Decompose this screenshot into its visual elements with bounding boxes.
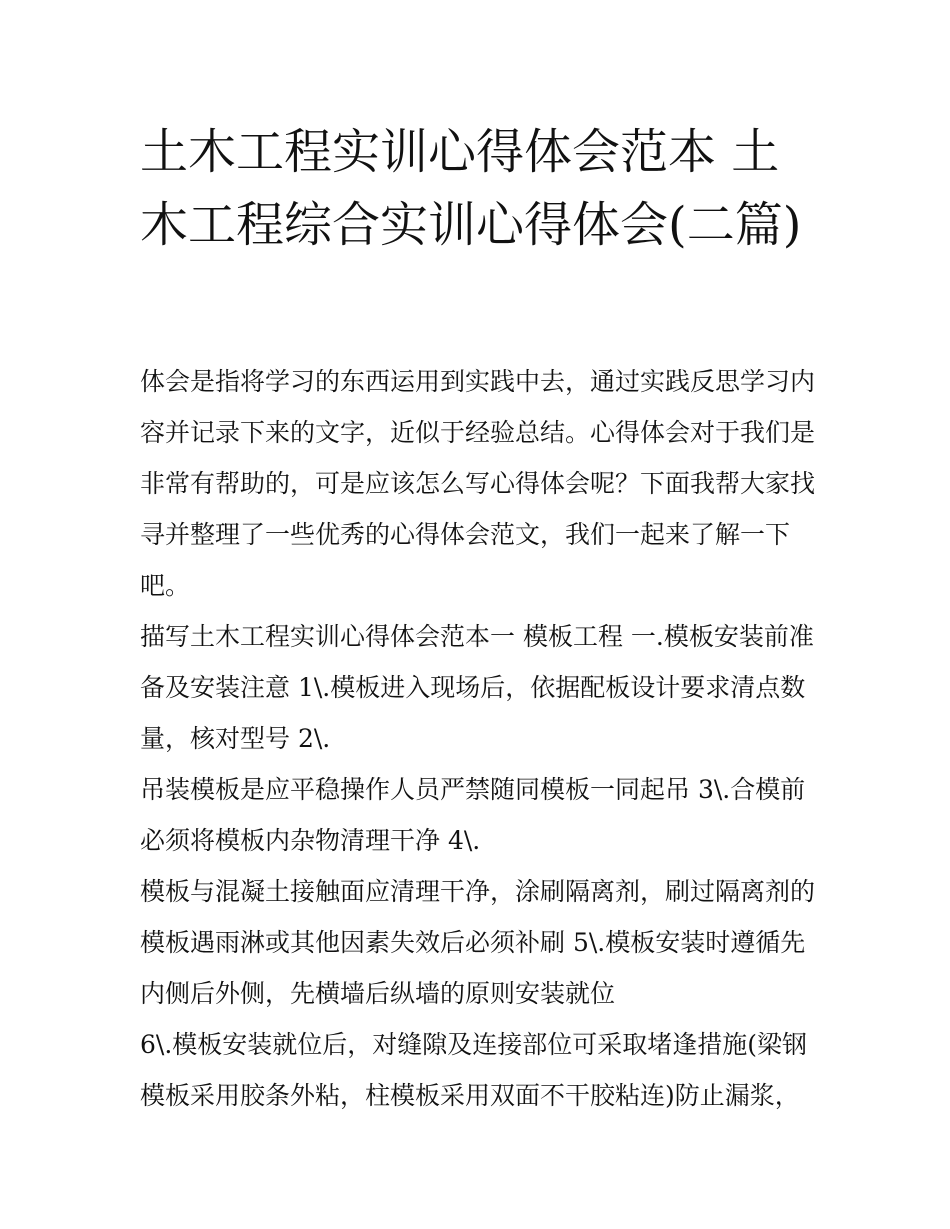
document-body	[140, 356, 820, 1121]
paragraph-intro: 体会是指将学习的东西运用到实践中去，通过实践反思学习内容并记录下来的文字，近似于经验总结。心得体会对于我们是非常有帮助的，可是应该怎么写心得体会呢？下面我帮大家找寻并整理了一些优秀的心得体会范文，我们一起来了解一下吧。	[140, 367, 816, 600]
paragraph-release-agent: 模板与混凝土接触面应清理干净，涂刷隔离剂，刷过隔离剂的模板遇雨淋或其他因素失效后必须补刷 5\.模板安装时遵循先内侧后外侧，先横墙后纵墙的原则安装就位	[140, 877, 816, 1008]
paragraph-gap-sealing: 6\.模板安装就位后，对缝隙及连接部位可采取堵逢措施(梁钢模板采用胶条外粘，柱模板采用双面不干胶粘连)防止漏浆，	[140, 1030, 808, 1110]
paragraph-lifting: 吊装模板是应平稳操作人员严禁随同模板一同起吊 3\.合模前必须将模板内杂物清理干净 4\.	[140, 775, 806, 855]
paragraph-template-prep: 描写土木工程实训心得体会范本一 模板工程 一.模板安装前准备及安装注意 1\.模板进入现场后，依据配板设计要求清点数量，核对型号 2\.	[140, 622, 814, 753]
document-title: 土木工程实训心得体会范本 土木工程综合实训心得体会(二篇)	[140, 124, 802, 253]
